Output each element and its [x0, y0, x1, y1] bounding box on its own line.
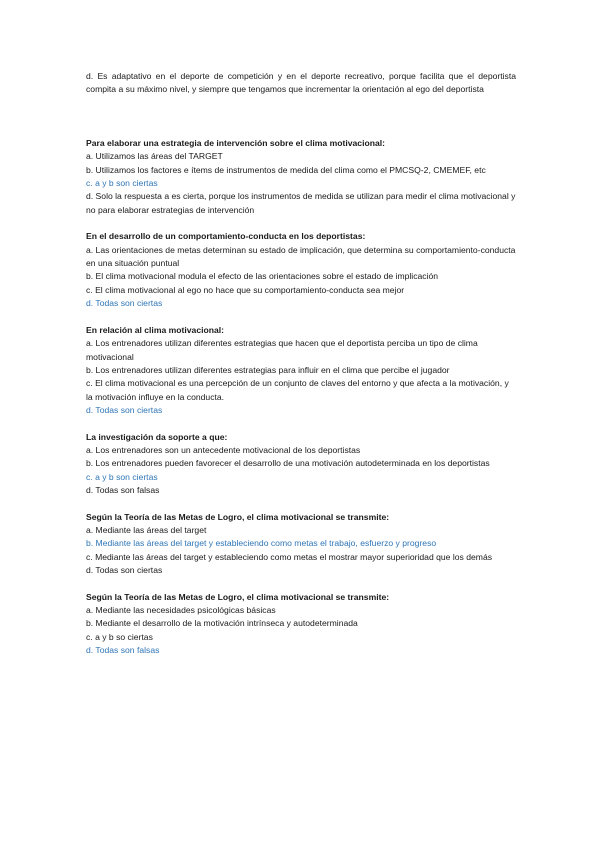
question-block: [86, 137, 516, 217]
option-a: a. Utilizamos las áreas del TARGET: [86, 151, 223, 162]
option-a: a. Los entrenadores utilizan diferentes estrategias que hacen que el deportista perciba un tipo de clima motivacional: [86, 338, 478, 362]
option-b: b. Los entrenadores pueden favorecer el desarrollo de una motivación autodeterminada en los deportistas: [86, 458, 490, 469]
option-d: d. Todas son ciertas: [86, 565, 163, 576]
question-title: En el desarrollo de un comportamiento-conducta en los deportistas:: [86, 231, 366, 242]
option-c-correct: c. a y b son ciertas: [86, 471, 158, 482]
option-d: d. Todas son falsas: [86, 485, 160, 496]
option-c: c. El clima motivacional al ego no hace que su comportamiento-conducta sea mejor: [86, 284, 405, 295]
option-c: c. a y b so ciertas: [86, 631, 153, 642]
option-d-correct: d. Todas son ciertas: [86, 298, 163, 309]
question-title: Para elaborar una estrategia de intervención sobre el clima motivacional:: [86, 137, 385, 148]
option-c-correct: c. a y b son ciertas: [86, 178, 158, 189]
question-block: [86, 511, 516, 578]
option-a: a. Mediante las necesidades psicológicas básicas: [86, 605, 276, 615]
question-title: En relación al clima motivacional:: [86, 324, 225, 335]
option-a: a. Mediante las áreas del target: [86, 524, 207, 535]
option-d: d. Solo la respuesta a es cierta, porque los instrumentos de medida se utilizan para medir el clima motivacional y no para elaborar estrategias de intervención: [86, 191, 516, 215]
option-b: b. Mediante el desarrollo de la motivación intrínseca y autodeterminada: [86, 618, 358, 629]
option-a: a. Los entrenadores son un antecedente motivacional de los deportistas: [86, 444, 361, 455]
question-title: La investigación da soporte a que:: [86, 431, 228, 442]
option-b: b. El clima motivacional modula el efecto de las orientaciones sobre el estado de implicación: [86, 271, 439, 282]
question-block: [86, 230, 516, 310]
option-c: c. Mediante las áreas del target y estableciendo como metas el mostrar mayor superioridad que los demás: [86, 551, 493, 562]
option-d-correct: d. Todas son ciertas: [86, 405, 163, 416]
question-block: [86, 431, 516, 498]
question-title: Según la Teoría de las Metas de Logro, el clima motivacional se transmite:: [86, 591, 390, 602]
option-b-correct: b. Mediante las áreas del target y estableciendo como metas el trabajo, esfuerzo y progreso: [86, 538, 437, 549]
question-block: [86, 324, 516, 418]
option-c: c. El clima motivacional es una percepción de un conjunto de claves del entorno y que afecta a la motivación, y la motivación influye en la conducta.: [86, 378, 509, 402]
option-a: a. Las orientaciones de metas determinan su estado de implicación, que determina su comportamiento-conducta en una situación puntual: [86, 244, 516, 269]
question-title: Según la Teoría de las Metas de Logro, el clima motivacional se transmite:: [86, 511, 390, 522]
intro-paragraph: d. Es adaptativo en el deporte de competición y en el deporte recreativo, porque facilita que el deportista compita a su máximo nivel, y siempre que tengamos que incrementar la orientación al ego del deportista: [86, 71, 516, 95]
option-b: b. Utilizamos los factores e ítems de instrumentos de medida del clima como el PMCSQ-2, CMEMEF, etc: [86, 164, 486, 175]
option-b: b. Los entrenadores utilizan diferentes estrategias para influir en el clima que percibe el jugador: [86, 364, 450, 375]
question-block: [86, 591, 516, 658]
document-page: [86, 70, 516, 671]
option-d-correct: d. Todas son falsas: [86, 645, 160, 656]
